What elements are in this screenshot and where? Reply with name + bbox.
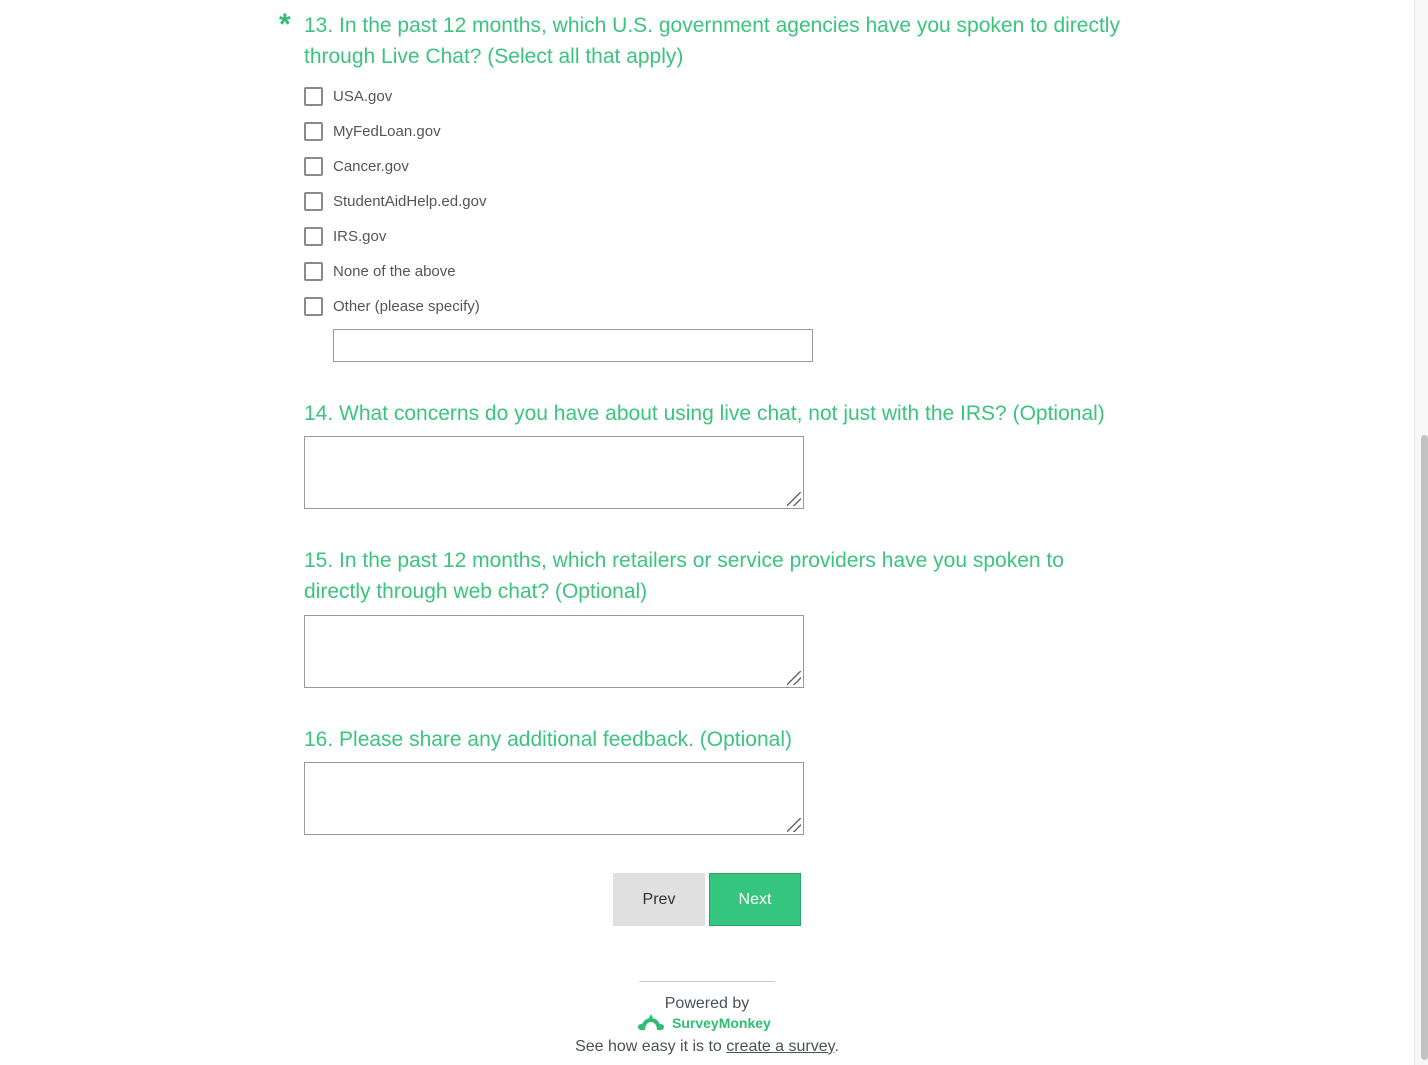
option-none[interactable] xyxy=(304,261,456,281)
scrollbar-thumb[interactable] xyxy=(1421,435,1428,1060)
other-specify-input[interactable] xyxy=(333,329,813,362)
checkbox[interactable] xyxy=(304,87,323,106)
option-studentaidhelp[interactable] xyxy=(304,191,486,211)
brand-name: SurveyMonkey xyxy=(672,1015,771,1031)
option-usa-gov[interactable] xyxy=(304,86,392,106)
powered-by-text: Powered by xyxy=(664,995,750,1012)
resize-handle-icon[interactable] xyxy=(787,818,801,832)
footer-tagline xyxy=(0,1038,1414,1056)
checkbox[interactable] xyxy=(304,227,323,246)
question-15-textarea[interactable] xyxy=(304,615,804,688)
option-label: None of the above xyxy=(333,262,456,280)
required-asterisk: * xyxy=(279,8,291,41)
question-16-textarea[interactable] xyxy=(304,762,804,835)
option-label: MyFedLoan.gov xyxy=(333,122,441,140)
option-label: USA.gov xyxy=(333,87,393,105)
next-button[interactable]: Next xyxy=(709,873,801,926)
resize-handle-icon[interactable] xyxy=(787,492,801,506)
checkbox[interactable] xyxy=(304,122,323,141)
prev-button[interactable]: Prev xyxy=(613,873,705,926)
option-cancer-gov[interactable] xyxy=(304,156,409,176)
create-survey-link[interactable]: create a survey xyxy=(726,1038,835,1055)
checkbox[interactable] xyxy=(304,157,323,176)
question-14-title: 14. What concerns do you have about using live chat, not just with the IRS? (Optional) xyxy=(304,402,1105,425)
option-label: Other (please specify) xyxy=(333,297,480,315)
resize-handle-icon[interactable] xyxy=(787,671,801,685)
surveymonkey-logo[interactable] xyxy=(638,1014,771,1032)
option-myfedloan-gov[interactable] xyxy=(304,121,441,141)
option-other[interactable] xyxy=(304,296,480,316)
tagline-period: . xyxy=(834,1038,839,1055)
question-15-title: 15. In the past 12 months, which retailers or service providers have you spoken to directly through web chat? (Optional) xyxy=(304,549,1064,603)
question-16-title: 16. Please share any additional feedback. (Optional) xyxy=(304,728,792,751)
tagline-text: See how easy it is to xyxy=(575,1038,727,1055)
surveymonkey-icon xyxy=(638,1014,664,1032)
option-label: Cancer.gov xyxy=(333,157,409,175)
question-13-title: 13. In the past 12 months, which U.S. government agencies have you spoken to directly through Live Chat? (Select all that apply) xyxy=(304,14,1120,68)
option-label: StudentAidHelp.ed.gov xyxy=(333,192,487,210)
question-14-textarea[interactable] xyxy=(304,436,804,509)
checkbox[interactable] xyxy=(304,192,323,211)
option-irs-gov[interactable] xyxy=(304,226,386,246)
checkbox[interactable] xyxy=(304,297,323,316)
checkbox[interactable] xyxy=(304,262,323,281)
option-label: IRS.gov xyxy=(333,227,387,245)
footer-divider xyxy=(639,981,775,982)
